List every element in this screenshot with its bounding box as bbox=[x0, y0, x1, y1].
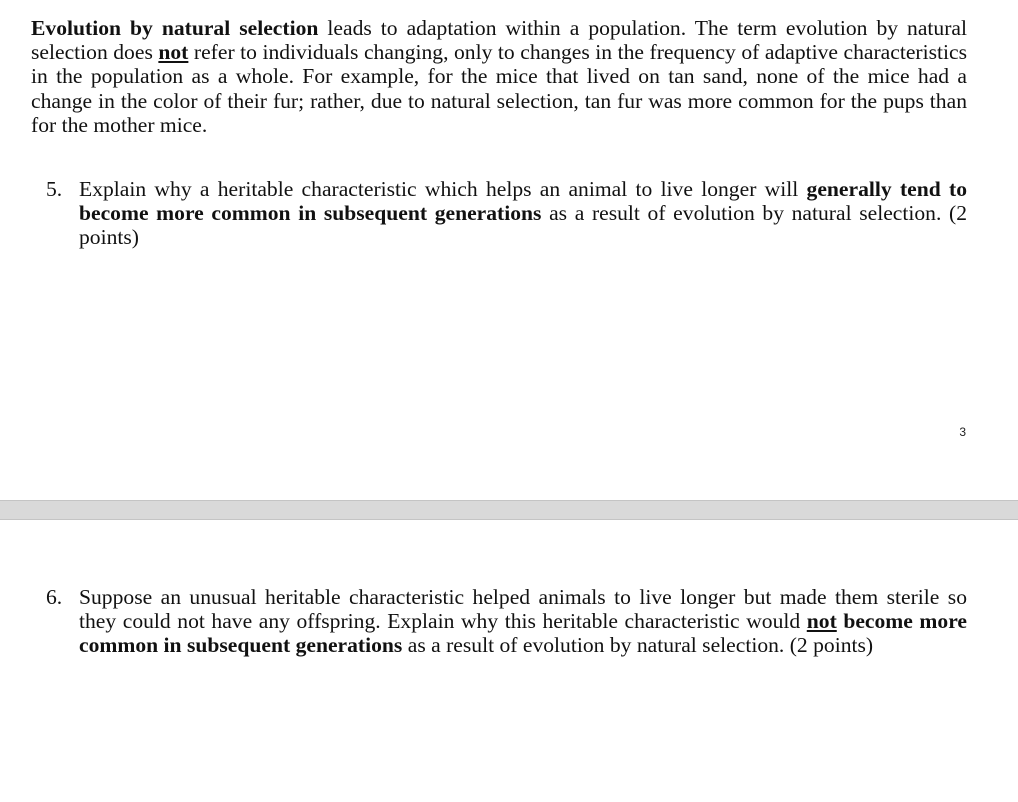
question-6-bold-phrase: become more common in subsequent generations bbox=[79, 609, 967, 658]
question-5 bbox=[46, 177, 967, 250]
intro-text-part-2: refer to individuals changing, only to changes in the frequency of adaptive characteristics in the population as a whole. For example, for the mice that lived on tan sand, none of the mice had a change in the color of their fur; rather, due to natural selection, tan fur was more common for the pups than for the mother mice. bbox=[31, 40, 967, 137]
intro-not-emphasis: not bbox=[158, 40, 189, 65]
question-5-bold-phrase: generally tend to become more common in subsequent generations bbox=[79, 177, 967, 226]
page-4 bbox=[0, 520, 1018, 802]
intro-text-part-1: leads to adaptation within a population. The term evolution by natural selection does bbox=[31, 16, 968, 65]
question-5-text-part-1: Explain why a heritable characteristic which helps an animal to live longer will bbox=[79, 177, 807, 201]
question-5-text-part-2: as a result of evolution by natural selection. (2 points) bbox=[79, 201, 967, 250]
page-number: 3 bbox=[959, 425, 966, 439]
question-6-text bbox=[79, 585, 967, 658]
page-separator bbox=[0, 500, 1018, 520]
question-6-not-emphasis: not bbox=[806, 609, 837, 634]
question-6-text-part-2: as a result of evolution by natural selection. (2 points) bbox=[402, 633, 874, 658]
question-6 bbox=[46, 585, 967, 658]
intro-paragraph bbox=[31, 16, 967, 137]
question-5-text bbox=[79, 177, 967, 250]
intro-bold-lead: Evolution by natural selection bbox=[31, 16, 319, 40]
question-6-text-part-1: Suppose an unusual heritable characteristic helped animals to live longer but made them sterile so they could not have any offspring. Explain why this heritable characteristic would bbox=[79, 585, 967, 634]
question-5-number: 5. bbox=[46, 177, 63, 201]
question-6-number: 6. bbox=[46, 585, 63, 609]
